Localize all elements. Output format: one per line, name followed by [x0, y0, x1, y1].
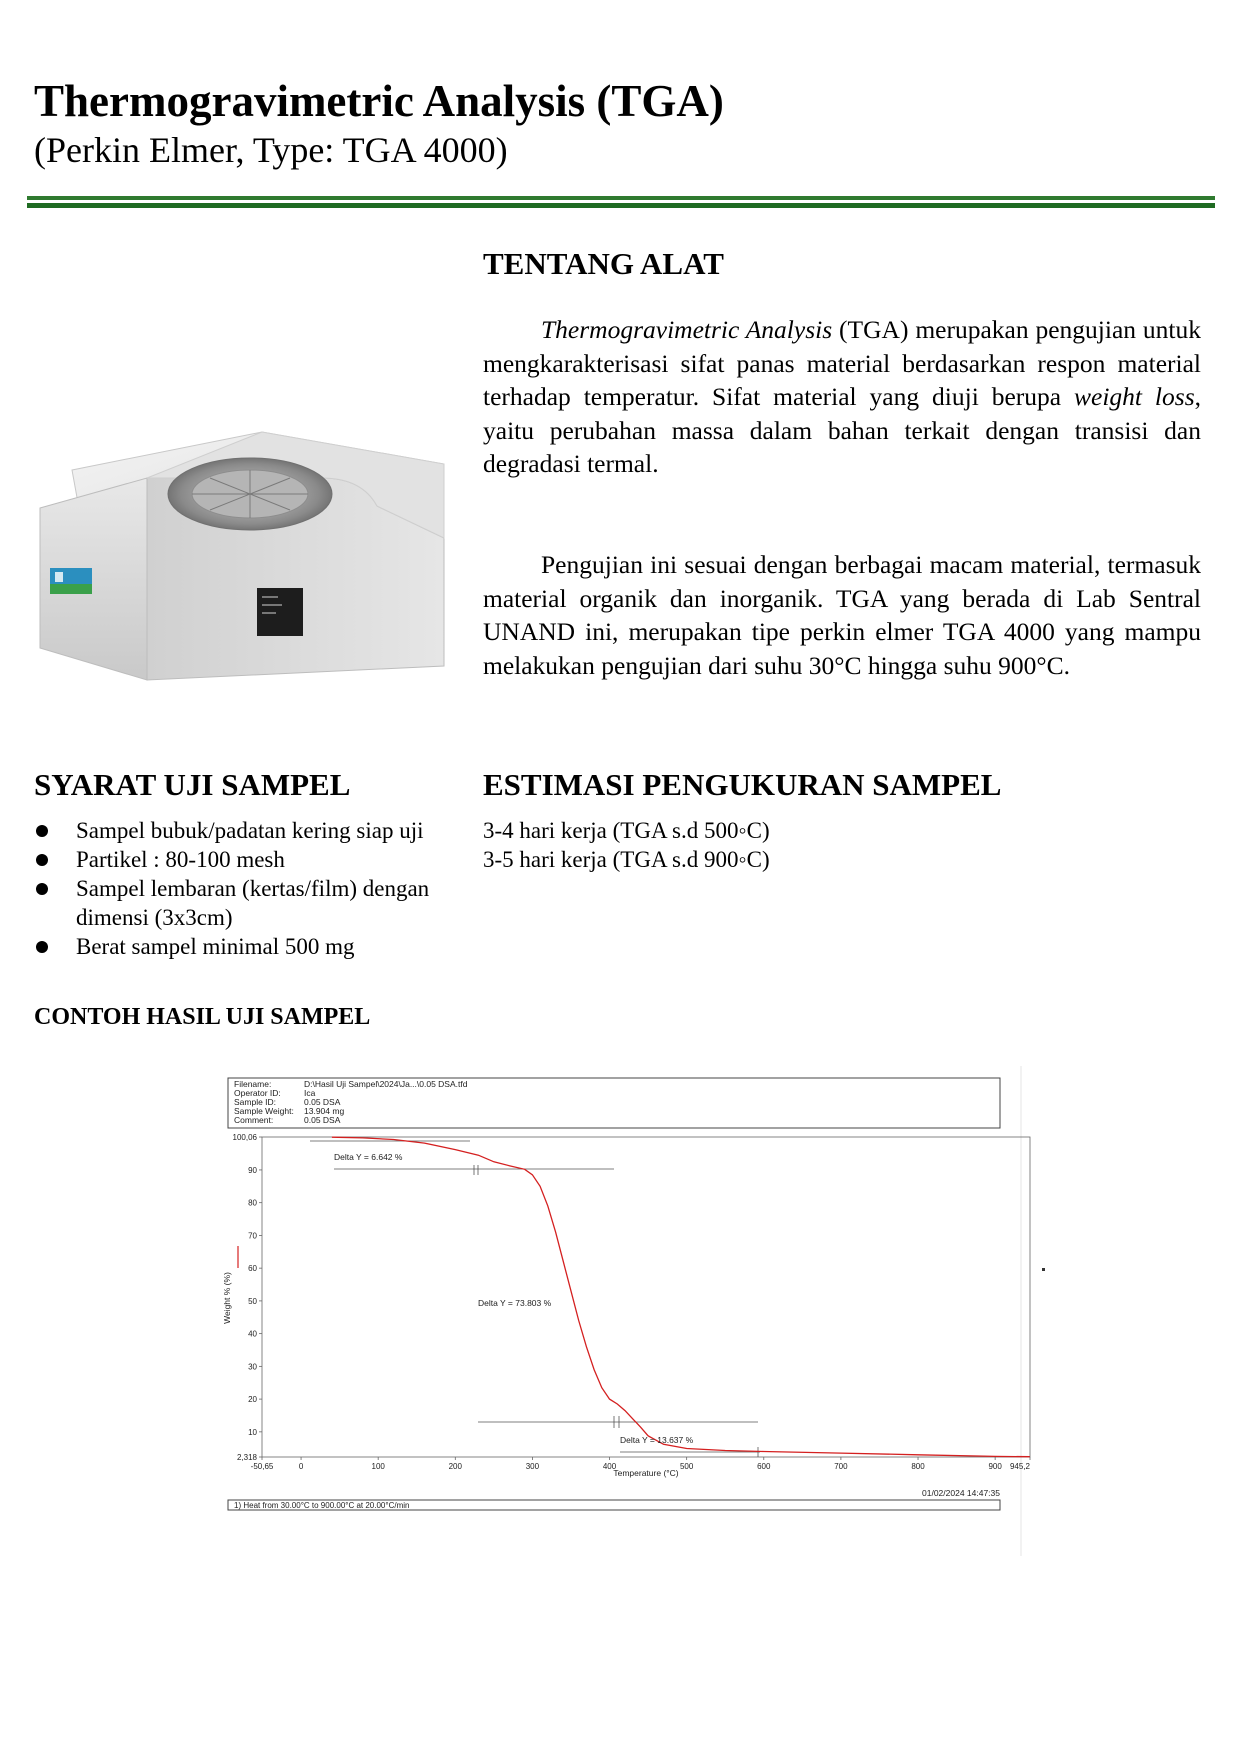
y-tick-label: 90 — [248, 1165, 257, 1175]
y-tick-label: 100,06 — [232, 1133, 257, 1142]
x-tick-label: 200 — [448, 1462, 462, 1471]
about-paragraph-2 — [483, 548, 1201, 682]
x-tick-label: 900 — [988, 1462, 1002, 1471]
chart-background — [222, 1066, 1022, 1556]
bullet-icon — [36, 883, 48, 895]
bullet-icon — [36, 854, 48, 866]
filename-label: Filename: — [234, 1079, 272, 1089]
estimation-heading: ESTIMASI PENGUKURAN SAMPEL — [483, 767, 1002, 802]
list-item: 3-5 hari kerja (TGA s.d 900◦C) — [483, 847, 770, 872]
delta-label-3: Delta Y = 13.637 % — [620, 1435, 694, 1445]
sample-weight-value: 13.904 mg — [304, 1106, 345, 1116]
y-tick-label: 50 — [248, 1296, 257, 1306]
page-title: Thermogravimetric Analysis (TGA) — [34, 76, 724, 126]
requirements-heading: SYARAT UJI SAMPEL — [34, 767, 351, 802]
x-axis-label: Temperature (°C) — [613, 1468, 679, 1478]
sample-id-label: Sample ID: — [234, 1097, 277, 1107]
about-text-b: , yaitu perubahan massa dalam bahan terkait dengan transisi dan degradasi termal. — [483, 382, 1201, 478]
tga-instrument-image — [32, 408, 462, 688]
y-tick-label: 30 — [248, 1362, 257, 1372]
delta-label-1: Delta Y = 6.642 % — [334, 1152, 403, 1162]
x-tick-label: 0 — [298, 1462, 304, 1471]
y-tick-label: 70 — [248, 1231, 257, 1241]
x-tick-label: 400 — [602, 1462, 617, 1471]
header-divider-thick — [27, 203, 1215, 208]
filename-value: D:\Hasil Uji Sampel\2024\Ja...\0.05 DSA.tfd — [304, 1079, 468, 1089]
y-tick-label: 10 — [248, 1427, 257, 1437]
y-tick-label: 80 — [248, 1198, 257, 1208]
delta-label-2: Delta Y = 73.803 % — [478, 1298, 552, 1308]
operator-label: Operator ID: — [234, 1088, 281, 1098]
list-item: 3-4 hari kerja (TGA s.d 500◦C) — [483, 818, 770, 843]
operator-value: Ica — [304, 1088, 316, 1098]
chart-timestamp: 01/02/2024 14:47:35 — [922, 1488, 1000, 1498]
sample-weight-label: Sample Weight: — [234, 1106, 294, 1116]
stray-mark — [1042, 1268, 1045, 1271]
x-tick-label: 700 — [834, 1462, 848, 1471]
y-axis-label: Weight % (%) — [222, 1272, 232, 1324]
sample-result-heading: CONTOH HASIL UJI SAMPEL — [34, 1004, 371, 1030]
about-term-weight-loss: weight loss — [1074, 382, 1195, 411]
x-tick-label: 600 — [757, 1462, 771, 1471]
about-text-a: (TGA) merupakan pengujian untuk mengkarakterisasi sifat panas material berdasarkan respon material terhadap temperatur. Sifat material yang diuji berupa — [483, 315, 1202, 411]
header-divider-thin — [27, 196, 1215, 200]
list-item: Sampel lembaran (kertas/film) dengan dimensi (3x3cm) — [34, 874, 474, 932]
page-subtitle: (Perkin Elmer, Type: TGA 4000) — [34, 130, 508, 170]
x-tick-label: 500 — [679, 1462, 694, 1471]
list-item: Berat sampel minimal 500 mg — [34, 932, 474, 961]
comment-label: Comment: — [234, 1115, 274, 1125]
list-item: Sampel bubuk/padatan kering siap uji — [34, 816, 474, 845]
about-heading: TENTANG ALAT — [483, 246, 724, 281]
bullet-icon — [36, 941, 48, 953]
y-tick-label: 60 — [248, 1264, 257, 1274]
about-term-tga: Thermogravimetric Analysis — [541, 315, 833, 344]
y-tick-label: 2,318 — [236, 1453, 257, 1462]
x-tick-label: 945,2 — [1009, 1462, 1030, 1471]
estimation-list — [483, 816, 770, 874]
bullet-icon — [36, 825, 48, 837]
y-tick-label: 40 — [248, 1329, 257, 1339]
method-text: 1) Heat from 30.00°C to 900.00°C at 20.00°C/min — [234, 1501, 410, 1510]
about-paragraph-1 — [483, 313, 1201, 481]
comment-value: 0.05 DSA — [304, 1115, 341, 1125]
x-tick-label: 300 — [525, 1462, 540, 1471]
about-text-p2: Pengujian ini sesuai dengan berbagai macam material, termasuk material organik dan inorganik. TGA yang berada di Lab Sentral UNAND ini, merupakan tipe perkin elmer TGA 4000 yang mampu melakukan pengujian dari suhu 30°C hingga suhu 900°C. — [483, 550, 1201, 680]
list-item: Partikel : 80-100 mesh — [34, 845, 474, 874]
tga-result-chart — [222, 1066, 1030, 1556]
x-tick-label: 100 — [371, 1462, 385, 1471]
sample-id-value: 0.05 DSA — [304, 1097, 341, 1107]
x-tick-label: -50,65 — [250, 1462, 274, 1471]
x-tick-label: 800 — [911, 1462, 925, 1471]
y-tick-label: 20 — [248, 1395, 257, 1405]
requirements-list — [34, 816, 474, 961]
